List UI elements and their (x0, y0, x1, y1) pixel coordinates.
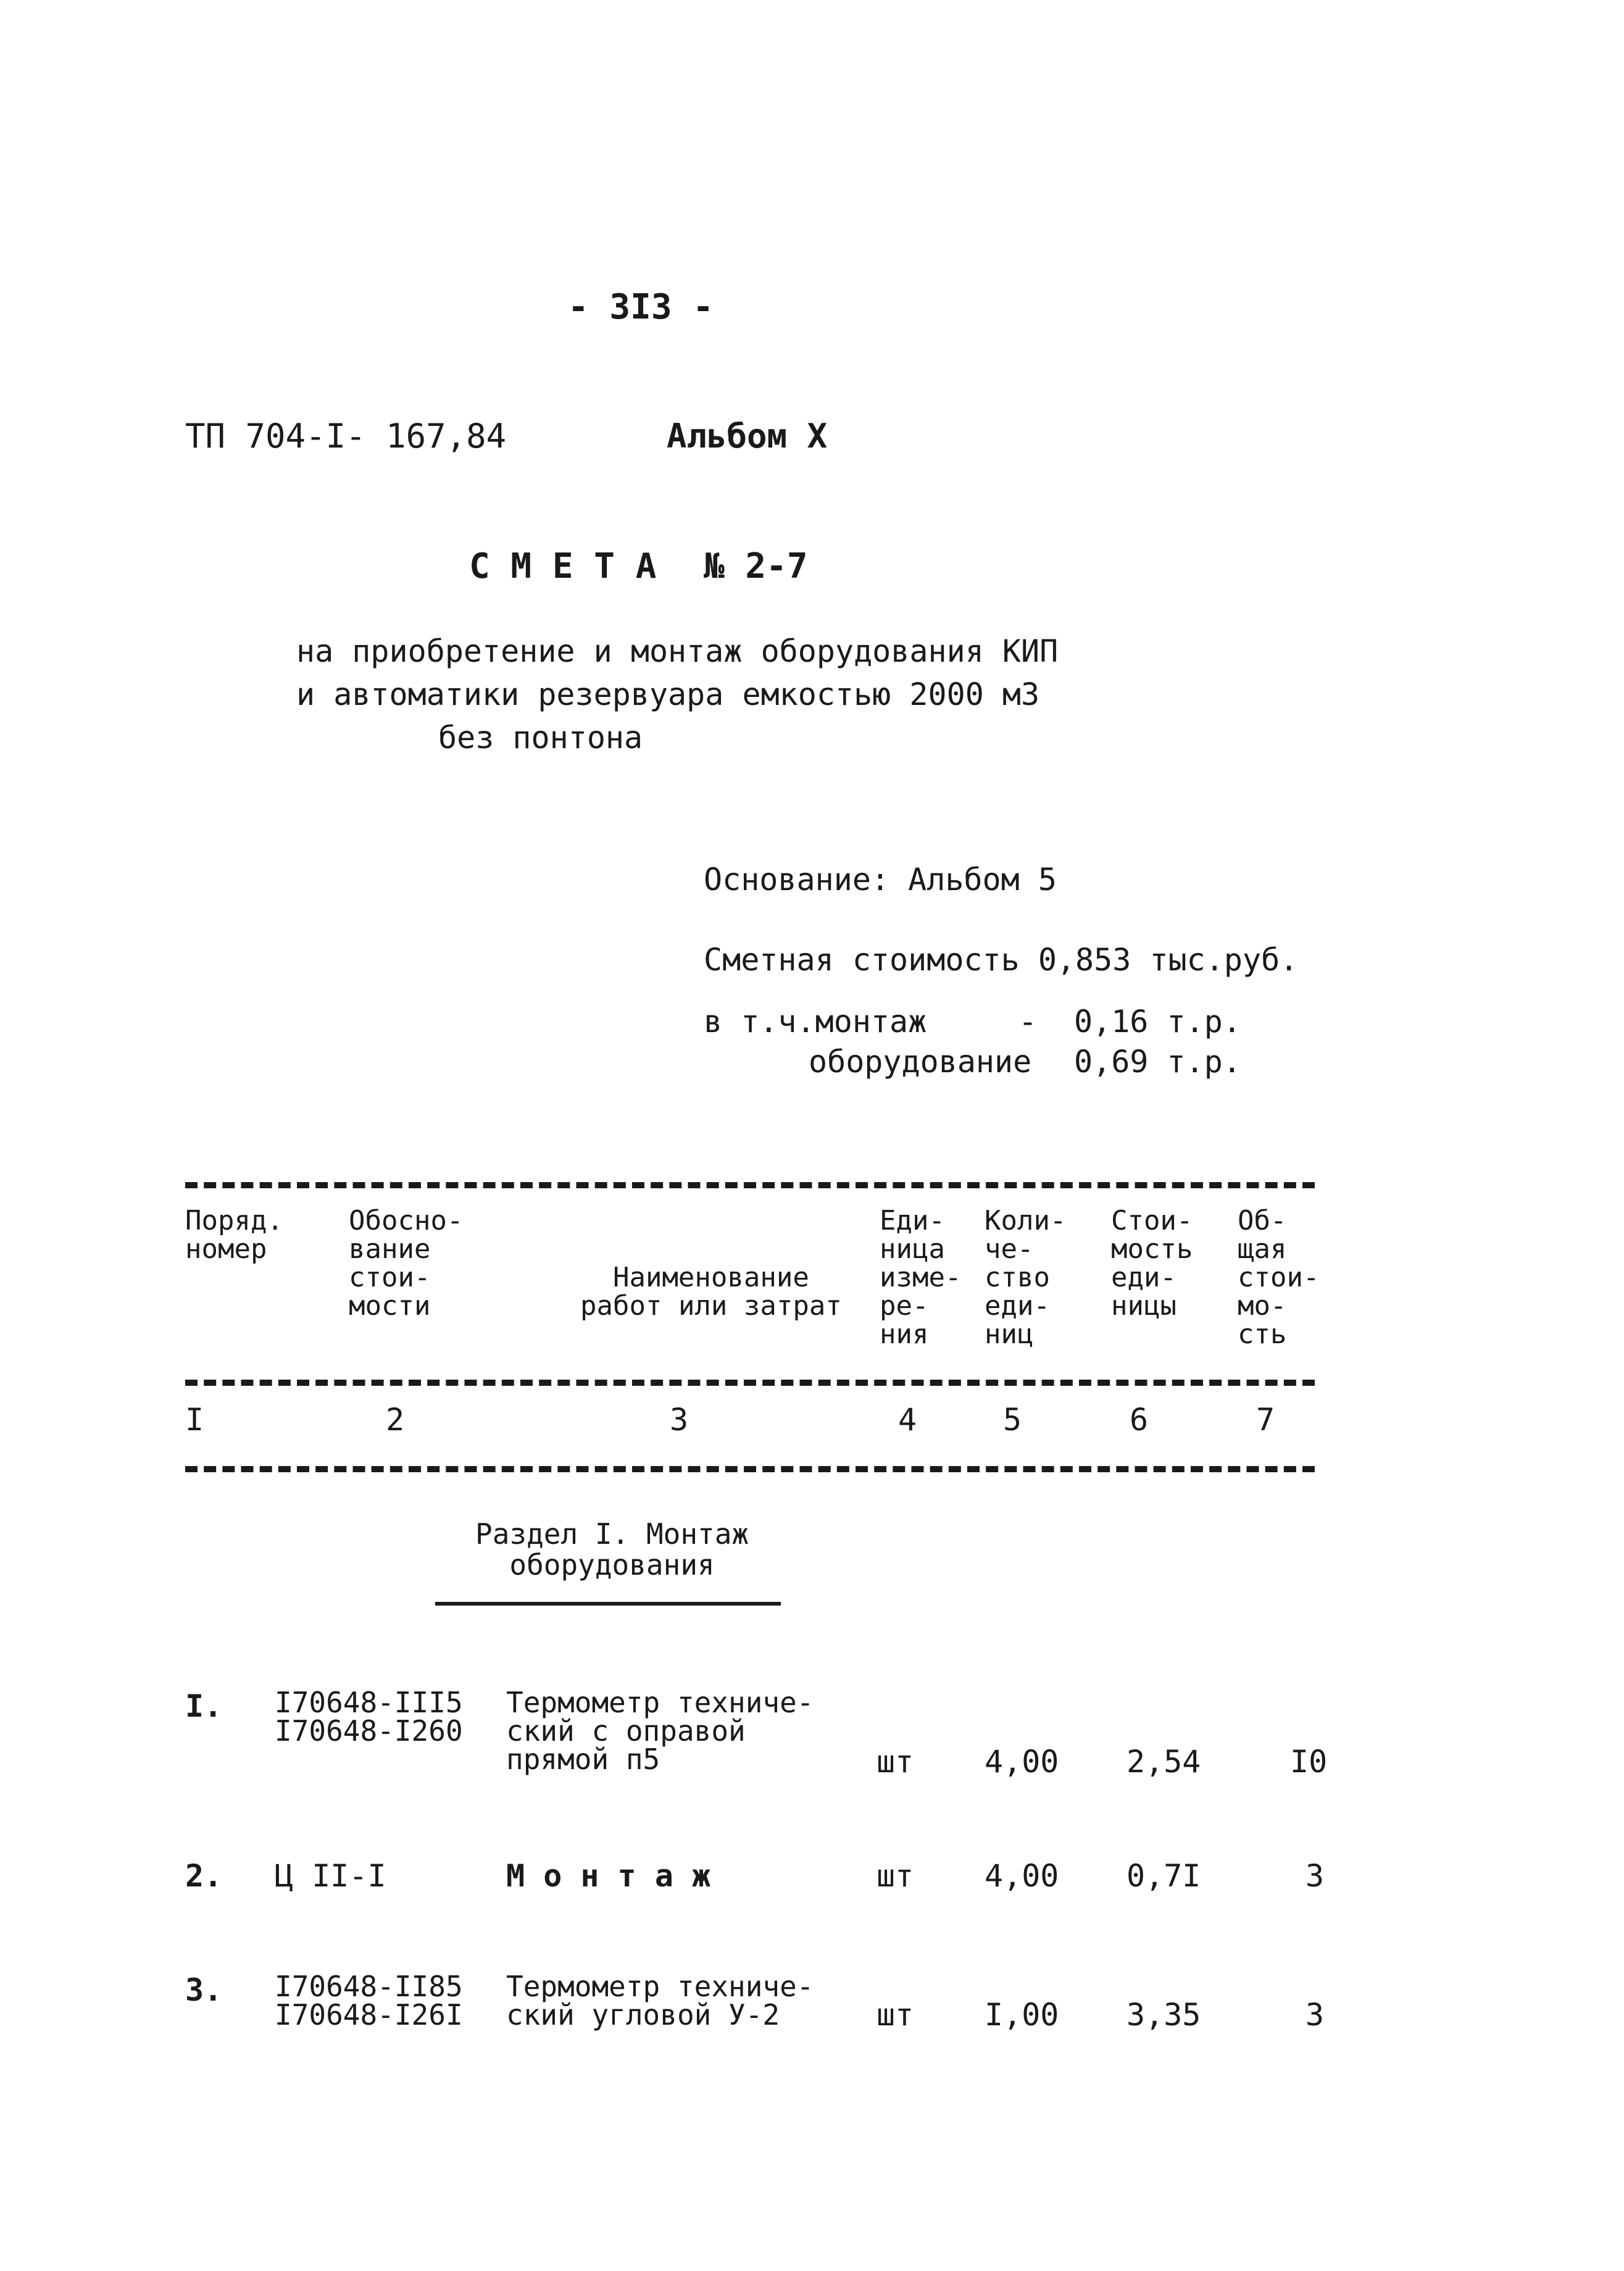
row-3-basis: I70648-II85 I70648-I26I (275, 1970, 463, 2031)
header-col-2: Обосно- вание стои- мости (349, 1205, 464, 1322)
row-1-price: 2,54 (1126, 1744, 1201, 1780)
album-label: Альбом X (667, 417, 828, 456)
column-number-4: 4 (898, 1402, 917, 1438)
row-2-total: 3 (1305, 1858, 1325, 1894)
including-install-label: в т.ч.монтаж (704, 1004, 927, 1040)
header-col-3: Наименование работ или затрат (580, 1262, 842, 1322)
column-number-3: 3 (670, 1402, 689, 1438)
document-title: С М Е Т А (469, 546, 657, 586)
basis-text: Основание: Альбом 5 (704, 862, 1057, 898)
equipment-value: 0,69 т.р. (1074, 1044, 1241, 1080)
row-1-name: Термометр техниче- ский с оправой прямой п5 (506, 1686, 814, 1776)
subtitle-line-2: и автоматики резервуара емкостью 2000 м3 (296, 677, 1040, 712)
including-install-value: 0,16 т.р. (1074, 1004, 1241, 1040)
document-code: ТП 704-I- 167,84 (185, 417, 507, 456)
row-2-basis: Ц II-I (275, 1858, 386, 1894)
row-3-unit: шт (877, 1997, 914, 2033)
column-number-1: I (185, 1402, 204, 1438)
row-2-unit: шт (877, 1858, 914, 1894)
subtitle-line-1: на приобретение и монтаж оборудования КИП (296, 633, 1059, 669)
row-3-price: 3,35 (1126, 1997, 1201, 2033)
column-numbers-rule (185, 1466, 1315, 1472)
column-number-2: 2 (386, 1402, 405, 1438)
column-number-7: 7 (1256, 1402, 1275, 1438)
table-top-rule (185, 1182, 1315, 1188)
section-underline (435, 1602, 781, 1606)
row-1-unit: шт (877, 1744, 914, 1780)
row-1-total: I0 (1290, 1744, 1328, 1780)
row-2-no: 2. (185, 1858, 223, 1894)
header-col-4: Еди- ница изме- ре- ния (880, 1205, 962, 1350)
row-3-qty: I,00 (985, 1997, 1059, 2033)
column-number-6: 6 (1130, 1402, 1149, 1438)
header-bottom-rule (185, 1380, 1315, 1386)
estimate-cost: Сметная стоимость 0,853 тыс.руб. (704, 942, 1299, 978)
row-1-qty: 4,00 (985, 1744, 1059, 1780)
header-col-6: Стои- мость еди- ницы (1111, 1205, 1193, 1322)
row-2-price: 0,7I (1126, 1858, 1201, 1894)
row-3-no: 3. (185, 1972, 223, 2008)
row-3-name: Термометр техниче- ский угловой У-2 (506, 1970, 814, 2031)
including-dash: - (1018, 1004, 1038, 1040)
document-title-number: № 2-7 (704, 546, 808, 586)
section-title: Раздел I. Монтаж оборудования (475, 1517, 749, 1581)
header-col-5: Коли- че- ство еди- ниц (985, 1205, 1067, 1350)
equipment-label: оборудование (809, 1044, 1032, 1080)
row-1-no: I. (185, 1688, 223, 1724)
row-1-basis: I70648-III5 I70648-I260 (275, 1686, 463, 1748)
page-number: - 3I3 - (568, 287, 714, 327)
header-col-1: Поряд. номер (185, 1205, 283, 1265)
row-3-total: 3 (1305, 1997, 1325, 2033)
column-number-5: 5 (1003, 1402, 1022, 1438)
row-2-qty: 4,00 (985, 1858, 1059, 1894)
subtitle-line-3: без понтона (438, 720, 643, 756)
header-col-7: Об- щая стои- мо- сть (1238, 1205, 1320, 1350)
row-2-name: М о н т а ж (506, 1858, 711, 1894)
